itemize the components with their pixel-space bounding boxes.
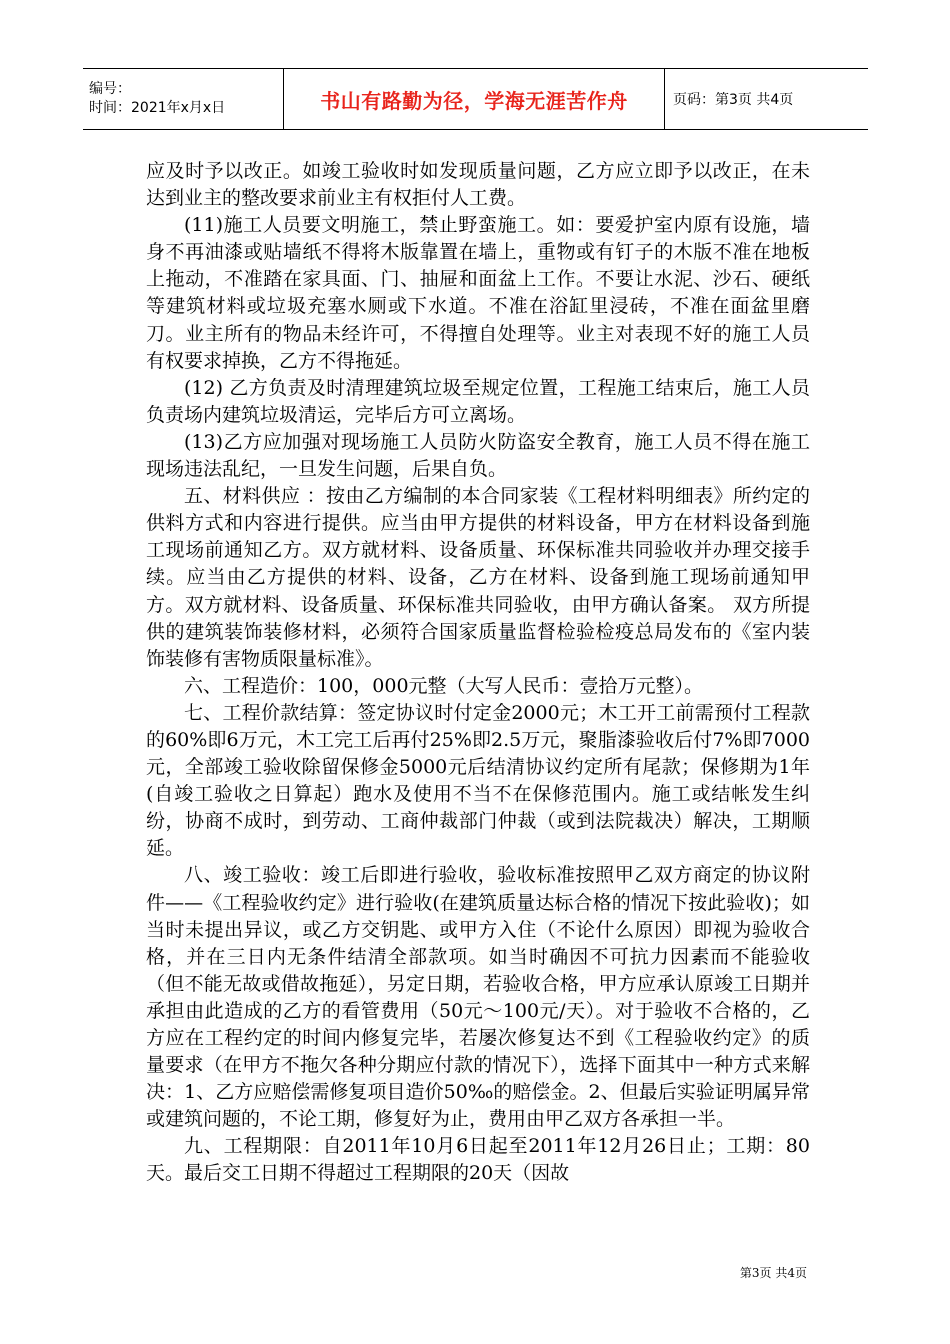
page-footer: 第3页 共4页 [739, 1266, 807, 1280]
paragraph: 应及时予以改正。如竣工验收时如发现质量问题，乙方应立即予以改正，在未达到业主的整改要求前业主有权拒付人工费。 [146, 160, 810, 210]
header-motto: 书山有路勤为径，学海无涯苦作舟 [320, 88, 628, 113]
document-body [146, 158, 810, 1188]
paragraph: 七、工程价款结算：签定协议时付定金2000元；木工开工前需预付工程款的60%即6万元，木工完工后再付25%即2.5万元，聚脂漆验收后付7%即7000元，全部竣工验收除留保修金5000元后结清协议约定所有尾款；保修期为1年(自竣工验收之日算起）跑水及使用不当不在保修范围内。施工或结帐发生纠纷，协商不成时，到劳动、工商仲裁部门仲裁（或到法院裁决）解决，工期顺延。 [146, 701, 810, 860]
header-meta-cell [83, 69, 284, 130]
page-header [83, 68, 868, 130]
paragraph: 九、工程期限：自2011年10月6日起至2011年12月26日止；工期：80天。最后交工日期不得超过工程期限的20天（因故 [146, 1135, 810, 1185]
paragraph: (13)乙方应加强对现场施工人员防火防盗安全教育，施工人员不得在施工现场违法乱纪，一旦发生问题，后果自负。 [146, 430, 810, 481]
document-number-label: 编号： [89, 81, 131, 97]
paragraph: 五、材料供应 ：按由乙方编制的本合同家装《工程材料明细表》所约定的供料方式和内容进行提供。应当由甲方提供的材料设备，甲方在材料设备到施工现场前通知乙方。双方就材料、设备质量、环保标准共同验收并办理交接手续。应当由乙方提供的材料、设备，乙方在材料、设备到施工现场前通知甲方。双方就材料、设备质量、环保标准共同验收，由甲方确认备案。 双方所提供的建筑装饰装修材料，必须符合国家质量监督检验检疫总局发布的《室内装饰装修有害物质限量标准》。 [146, 485, 810, 670]
document-date: 时间：2021年x月x日 [89, 100, 226, 116]
paragraph: 六、工程造价：100，000元整（大写人民币：壹拾万元整）。 [184, 674, 704, 697]
header-page-info: 页码：第3页 共4页 [673, 92, 794, 108]
paragraph: (11)施工人员要文明施工，禁止野蛮施工。如：要爱护室内原有设施，墙身不再油漆或贴墙纸不得将木版靠置在墙上，重物或有钉子的木版不准在地板上拖动，不准踏在家具面、门、抽屉和面盆上工作。不要让水泥、沙石、硬纸等建筑材料或垃圾充塞水厕或下水道。不准在浴缸里浸砖，不准在面盆里磨刀。业主所有的物品未经许可，不得擅自处理等。业主对表现不好的施工人员有权要求掉换，乙方不得拖延。 [146, 214, 810, 372]
paragraph: (12) 乙方负责及时清理建筑垃圾至规定位置，工程施工结束后，施工人员负责场内建筑垃圾清运，完毕后方可立离场。 [146, 376, 810, 426]
header-page-cell [665, 69, 869, 130]
header-motto-cell [284, 69, 665, 130]
paragraph: 八、竣工验收：竣工后即进行验收，验收标准按照甲乙双方商定的协议附件——《工程验收约定》进行验收(在建筑质量达标合格的情况下按此验收)；如当时未提出异议，或乙方交钥匙、或甲方入住（不论什么原因）即视为验收合格，并在三日内无条件结清全部款项。如当时确因不可抗力因素而不能验收（但不能无故或借故拖延），另定日期，若验收合格，甲方应承认原竣工日期并承担由此造成的乙方的看管费用（50元～100元/天）。对于验收不合格的，乙方应在工程约定的时间内修复完毕，若屡次修复达不到《工程验收约定》的质量要求（在甲方不拖欠各种分期应付款的情况下），选择下面其中一种方式来解决：1、乙方应赔偿需修复项目造价50‰的赔偿金。2、但最后实验证明属异常或建筑问题的，不论工期，修复好为止，费用由甲乙双方各承担一半。 [146, 864, 810, 1131]
